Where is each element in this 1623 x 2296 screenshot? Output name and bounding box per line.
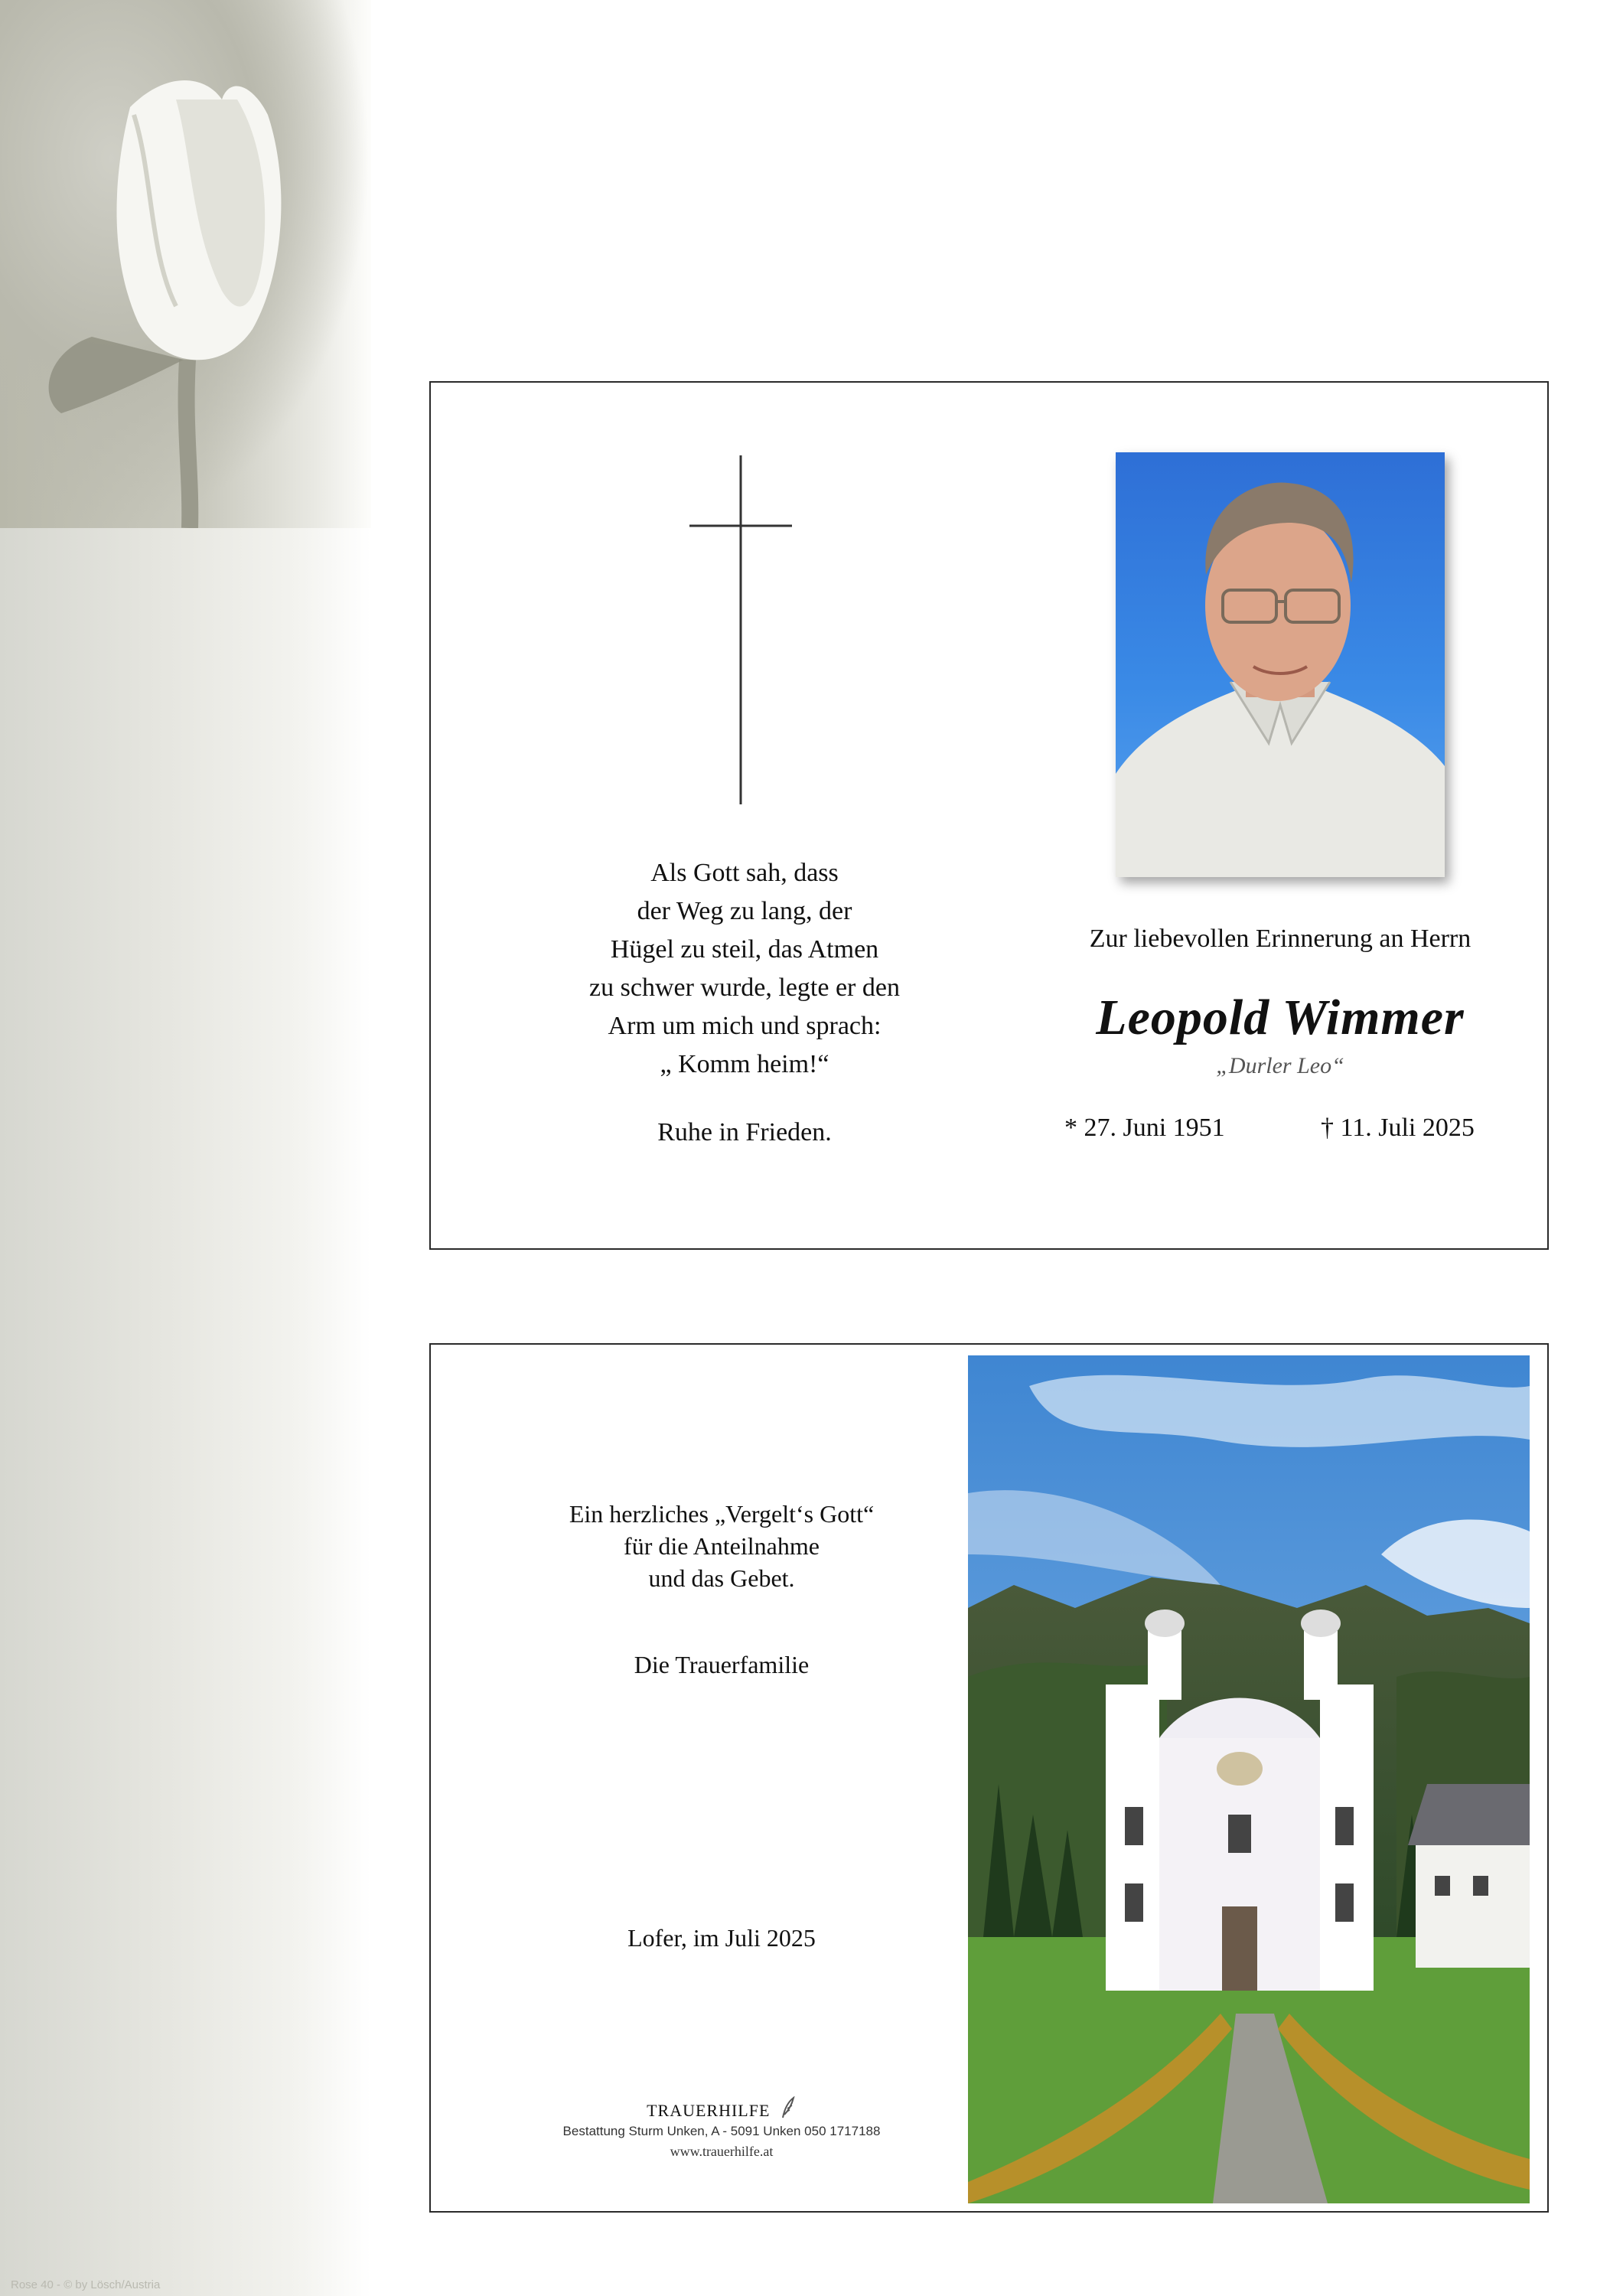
feather-icon	[780, 2096, 797, 2119]
deceased-name: Leopold Wimmer	[1096, 990, 1465, 1045]
side-decoration-panel	[0, 0, 371, 2296]
funeral-home-address: Bestattung Sturm Unken, A - 5091 Unken 050 1717188	[562, 2124, 881, 2138]
obituary-card-front	[429, 381, 1549, 1250]
rest-in-peace: Ruhe in Frieden.	[657, 1118, 832, 1146]
funeral-home-website: www.trauerhilfe.at	[670, 2144, 774, 2159]
thanks-text	[477, 1498, 966, 1594]
church-photo	[968, 1355, 1530, 2203]
obituary-card-back	[429, 1343, 1549, 2213]
poem-line: Als Gott sah, dass	[650, 859, 839, 887]
poem-line: der Weg zu lang, der	[637, 897, 852, 925]
copyright-credit: Rose 40 - © by Lösch/Austria	[11, 2278, 161, 2291]
poem-line: „ Komm heim!“	[660, 1050, 829, 1078]
place-date: Lofer, im Juli 2025	[627, 1924, 816, 1952]
birth-date: * 27. Juni 1951	[1064, 1114, 1225, 1142]
funeral-home-name	[477, 2096, 966, 2121]
poem-line: Hügel zu steil, das Atmen	[610, 935, 879, 964]
thanks-line: und das Gebet.	[648, 1564, 795, 1592]
funeral-home-label: TRAUERHILFE	[647, 2101, 771, 2120]
poem-line: Arm um mich und sprach:	[608, 1012, 882, 1040]
poem-line: zu schwer wurde, legte er den	[589, 974, 900, 1002]
memory-line: Zur liebevollen Erinnerung an Herrn	[1089, 925, 1471, 953]
death-date: † 11. Juli 2025	[1321, 1114, 1475, 1142]
thanks-line: für die Anteilnahme	[624, 1532, 820, 1560]
family-signature: Die Trauerfamilie	[634, 1651, 810, 1678]
poem	[507, 854, 982, 1084]
nickname: „Durler Leo“	[1216, 1053, 1344, 1078]
cross-icon	[689, 455, 792, 804]
rose-image	[0, 0, 371, 528]
thanks-line: Ein herzliches „Vergelt‘s Gott“	[569, 1500, 875, 1528]
portrait-photo	[1116, 452, 1445, 877]
